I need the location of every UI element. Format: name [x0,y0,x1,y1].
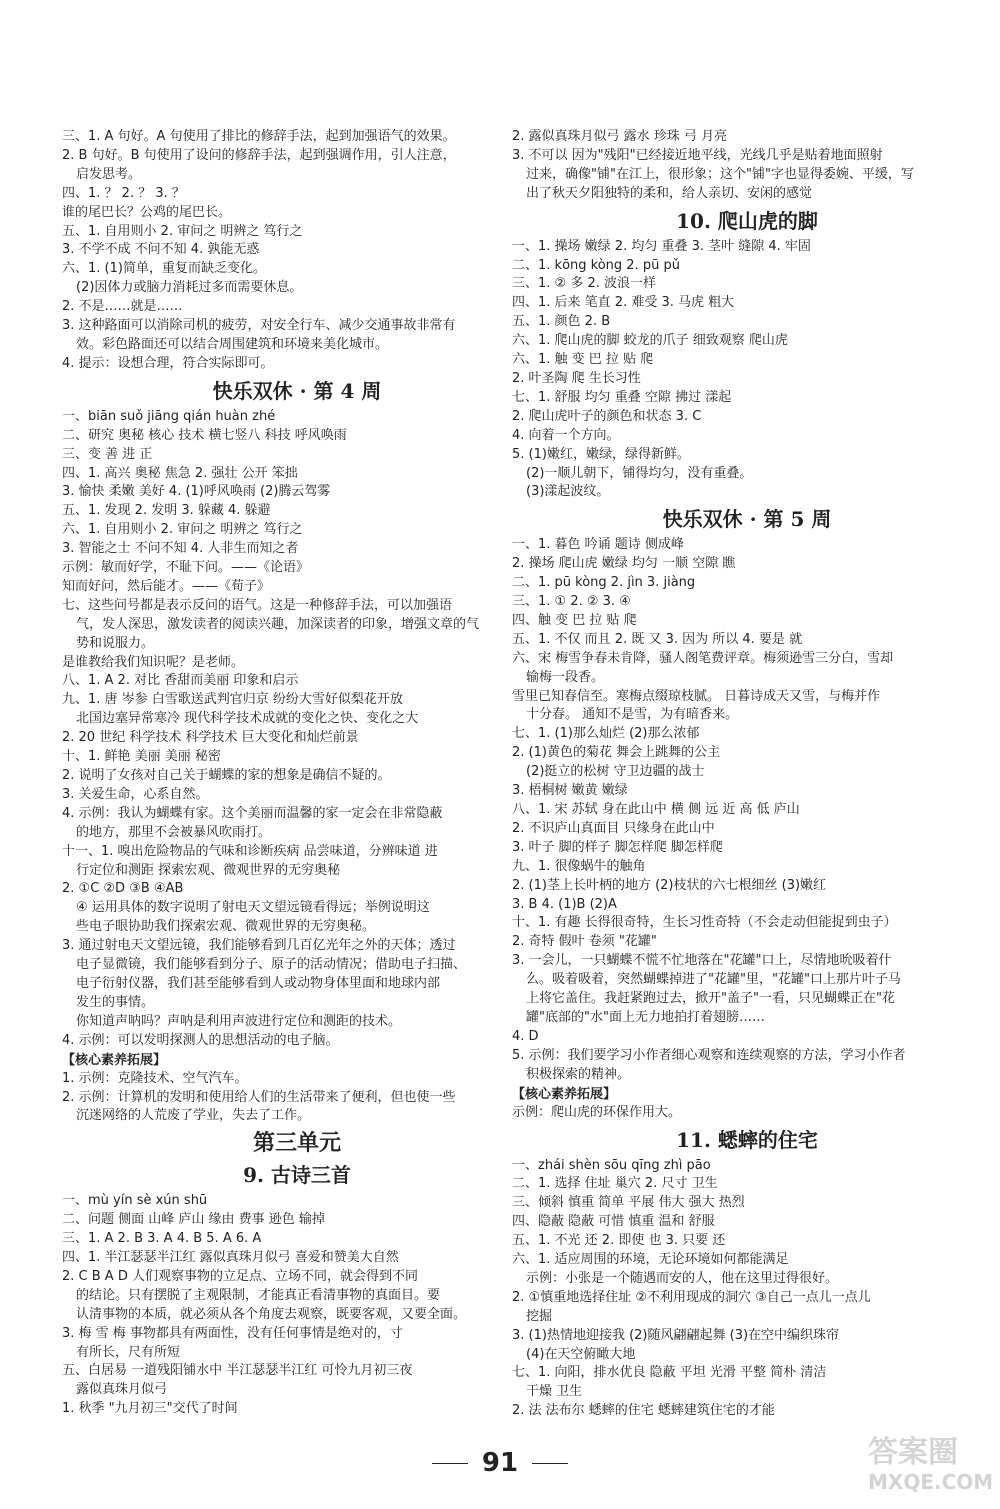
answer-line: (2)挺立的松树 守卫边疆的战士 [526,764,705,780]
answer-line: (4)在天空俯瞰大地 [526,1346,636,1362]
answer-line: 2. 法 法布尔 蟋蟀的住宅 蟋蟀建筑住宅的才能 [512,1403,775,1419]
answer-line: 3. (1)热情地迎接我 (2)随风翩翩起舞 (3)在空中编织珠帘 [512,1327,840,1343]
answer-line: 六、1. 触 变 巴 拉 贴 爬 [512,352,654,368]
answer-line: 1. 秋季 "九月初三"交代了时间 [62,1401,238,1417]
section-label: 【核心素养拓展】 [512,1086,617,1102]
answer-line: 2. 爬山虎叶子的颜色和状态 3. C [512,408,702,424]
answer-line: 2. 露似真珠月似弓 露水 珍珠 弓 月亮 [512,129,728,144]
section-heading: 9. 古诗三首 [243,1163,351,1188]
answer-line: 气，发人深思，激发读者的阅读兴趣，加深读者的印象，增强文章的气 [76,616,480,632]
answer-line: 输梅一段香。 [526,669,605,685]
answer-line: 十分春。 通知不是雪，为有暗香来。 [526,707,739,723]
answer-line: 挖掘 [526,1308,553,1324]
answer-line: 4. 示例：我认为蝴蝶有家。这个美丽而温馨的家一定会在非常隐蔽 [62,805,443,821]
answer-line: 七、1. 向阳，排水优良 隐蔽 平坦 光滑 平整 简朴 清洁 [512,1365,827,1381]
answer-line: 露似真珠月似弓 [76,1382,168,1398]
answer-line: 2. 奇特 假叶 卷须 "花罐" [512,934,657,950]
answer-line: 过来，确像"铺"在江上，很形象；这个"铺"字也显得委婉、平缓，写 [526,166,914,182]
answer-line: 3. 通过射电天文望远镜，我们能够看到几百亿光年之外的天体；透过 [62,938,456,954]
answer-line: 一、biān suǒ jiāng qián huàn zhé [62,408,276,424]
answer-line: 示例：爬山虎的环保作用大。 [512,1104,682,1120]
answer-line: 电子衍射仪器，我们甚至能够看到人或动物身体里面和地球内部 [76,975,441,991]
section-heading: 10. 爬山虎的脚 [676,208,818,233]
answer-line: 5. (1)嫩红，嫩绿，绿得新鲜。 [512,446,690,462]
answer-line: 3. 叶子 脚的样子 脚怎样爬 脚怎样爬 [512,839,723,855]
watermark-logo [868,1436,994,1502]
answer-line: 示例：小张是一个随遇而安的人，他在这里过得很好。 [526,1270,839,1286]
answer-line: 积极探索的精神。 [526,1066,631,1082]
answer-line: 五、1. 自用则小 2. 审问之 明辨之 笃行之 [62,223,303,239]
watermark-line2: MXQE.COM [868,1470,994,1494]
answer-line: 些电子眼协助我们探索宏观、微观世界的无穷奥秘。 [76,919,376,935]
answer-line: 一、mù yín sè xún shū [62,1193,208,1209]
answer-line: 六、1. (1)简单，重复而缺乏变化。 [62,261,266,277]
section-heading: 11. 蟋蟀的住宅 [676,1127,818,1152]
answer-line: 一、zhái shèn sōu qīng zhì pāo [512,1157,711,1173]
answer-line: 认清事物的本质，就必须从各个角度去观察，既要客观，又要全面。 [76,1306,467,1322]
answer-line: 2. C B A D 人们观察事物的立足点、立场不同，就会得到不同 [62,1268,418,1284]
section-heading: 快乐双休 · 第 4 周 [212,378,382,403]
answer-line: 知而好问，然后能才。——《荀子》 [62,578,271,594]
answer-line: 二、研究 奥秘 核心 技术 横七竖八 科技 呼风唤雨 [62,427,347,443]
answer-line: 3. 一会儿，一只蝴蝶不慌不忙地落在"花罐"口上，尽情地吮吸着什 [512,953,892,969]
answer-line: 七、1. 舒服 均匀 重叠 空隙 拂过 漾起 [512,389,732,405]
answer-line: 有所长，尺有所短 [76,1344,181,1360]
answer-line: 2. 叶圣陶 爬 生长习性 [512,370,641,386]
answer-line: 3. 愉快 柔嫩 美好 4. (1)呼风唤雨 (2)腾云驾雾 [62,484,331,500]
answer-line: 2. 20 世纪 科学技术 科学技术 巨大变化和灿烂前景 [62,730,359,746]
answer-line: 二、1. pū kòng 2. jìn 3. jiàng [512,575,696,591]
answer-line: 3. 不可以 因为"残阳"已经接近地平线，光线几乎是贴着地面照射 [512,147,883,163]
answer-line: 3. B 4. (1)B (2)A [512,896,617,912]
answer-line: 九、1. 唐 岑参 白雪歌送武判官归京 纷纷大雪好似梨花开放 [62,692,403,708]
answer-line: 十、1. 有趣 长得很奇特，生长习性奇特（不会走动但能捉到虫子） [512,915,897,931]
answer-line: 一、1. 操场 嫩绿 2. 均匀 重叠 3. 茎叶 缝隙 4. 牢固 [512,238,811,254]
answer-line: 谁的尾巴长？公鸡的尾巴长。 [62,204,232,220]
section-label: 【核心素养拓展】 [62,1052,167,1068]
answer-line: 五、1. 不仅 而且 2. 既 又 3. 因为 所以 4. 要是 就 [512,631,803,647]
answer-line: 六、宋 梅雪争春未肯降，骚人阁笔费评章。梅须逊雪三分白，雪却 [512,650,894,666]
answer-line: 2. 示例：计算机的发明和使用给人们的生活带来了便利，但也使一些 [62,1089,456,1105]
answer-line: 三、1. ② 多 2. 波浪一样 [512,276,656,292]
answer-line: 沉迷网络的人荒废了学业，失去了工作。 [76,1108,311,1124]
answer-line: 3. 梅 雪 梅 事物都具有两面性，没有任何事情是绝对的，寸 [62,1325,403,1341]
answer-line: 4. 提示：设想合理，符合实际即可。 [62,355,274,371]
answer-line: 五、1. 不光 还 2. 即使 也 3. 只要 还 [512,1233,726,1249]
section-heading: 快乐双休 · 第 5 周 [662,507,832,532]
right-column [512,128,982,1421]
page-number [0,1448,1000,1478]
answer-line: (3)漾起波纹。 [526,484,610,500]
answer-line: 2. (1)茎上长叶柄的地方 (2)枝状的六七根细丝 (3)嫩红 [512,877,827,893]
answer-line: 八、1. 宋 苏轼 身在此山中 横 侧 远 近 高 低 庐山 [512,802,800,817]
answer-line: 电子显微镜，我们能够看到分子、原子的活动情况；借助电子扫描、 [76,957,467,973]
answer-line: 四、1. 后来 笔直 2. 难受 3. 马虎 粗大 [512,295,735,311]
answer-line: 三、倾斜 慎重 简单 平展 伟大 强大 热烈 [512,1195,745,1211]
answer-line: 一、1. 暮色 吟诵 题诗 侧成峰 [512,537,684,553]
answer-line: 北国边塞异常寒冷 现代科学技术成就的变化之快、变化之大 [76,711,419,727]
answer-line: 四、1. 高兴 奥秘 焦急 2. 强壮 公开 笨拙 [62,465,298,481]
answer-line: 3. 智能之士 不问不知 4. 人非生而知之者 [62,541,299,557]
page-number-text: 91 [481,1448,519,1478]
answer-line: 罐"底部的"水"面上无力地拍打着翅膀…… [526,1009,765,1025]
answer-line: 六、1. 爬山虎的脚 蛟龙的爪子 细致观察 爬山虎 [512,333,788,349]
answer-line: 三、变 善 进 正 [62,446,153,462]
answer-line: 1. 示例：克隆技术、空气汽车。 [62,1070,248,1086]
left-column [62,128,532,1419]
answer-line: 五、1. 发现 2. 发明 3. 躲藏 4. 躲避 [62,503,271,519]
watermark-line1: 答案圈 [868,1435,958,1470]
answer-line: 五、1. 颜色 2. B [512,314,611,330]
answer-line: 七、这些问号都是表示反问的语气。这是一种修辞手法，可以加强语 [62,597,453,613]
answer-line: 2. 不识庐山真面目 只缘身在此山中 [512,820,715,836]
answer-line: 上将它盖住。我赶紧跑过去，掀开"盖子"一看，只见蝴蝶正在"花 [526,991,895,1007]
answer-line: 出了秋天夕阳独特的柔和，给人亲切、安闲的感觉 [526,185,813,201]
answer-line: 五、白居易 一道残阳铺水中 半江瑟瑟半江红 可怜九月初三夜 [62,1363,413,1379]
answer-line: 四、1. 半江瑟瑟半江红 露似真珠月似弓 喜爱和赞美大自然 [62,1250,399,1266]
answer-line: 么。吸着吸着，突然蝴蝶掉进了"花罐"里，"花罐"口上那片叶子马 [526,972,901,988]
answer-line: 十一、1. 嗅出危险物品的气味和诊断疾病 品尝味道，分辨味道 进 [62,843,438,859]
answer-line: 行定位和测距 探索宏观、微观世界的无穷奥秘 [76,862,341,878]
answer-line: 3. 关爱生命，心系自然。 [62,786,209,802]
answer-line: 2. B 句好。B 句使用了设问的修辞手法，起到强调作用，引人注意， [62,147,456,163]
answer-line: 4. D [512,1028,539,1044]
answer-line: 二、1. 选择 住址 巢穴 2. 尺寸 卫生 [512,1176,718,1192]
answer-line: 发生的事情。 [76,994,155,1010]
page-number-dash-right [532,1463,568,1464]
answer-line: (2)一顺儿朝下，铺得均匀，没有重叠。 [526,465,753,481]
answer-line: 九、1. 很像蜗牛的触角 [512,858,646,874]
answer-line: 四、1. ？ 2. ？ 3. ？ [62,185,185,201]
answer-line: 势和说服力。 [76,635,155,651]
answer-line: 你知道声呐吗？声呐是利用声波进行定位和测距的技术。 [76,1013,402,1029]
answer-line: 启发思考。 [76,166,142,182]
answer-line: 十、1. 鲜艳 美丽 美丽 秘密 [62,749,221,765]
unit-heading: 第三单元 [252,1130,341,1157]
answer-line: ④ 运用具体的数字说明了射电天文望远镜看得远；举例说明这 [76,900,430,916]
answer-line: 2. 不是……就是…… [62,299,183,315]
answer-line: 雪里已知春信至。寒梅点缀琼枝腻。 日暮诗成天又雪，与梅并作 [512,688,881,704]
answer-line: 2. 说明了女孩对自己关于蝴蝶的家的想象是确信不疑的。 [62,768,391,783]
answer-line: 干燥 卫生 [526,1384,583,1400]
answer-line: 是谁教给我们知识呢？是老师。 [62,654,245,670]
answer-line: 二、问题 侧面 山峰 庐山 缘由 费事 逊色 输掉 [62,1212,325,1228]
answer-line: 四、隐蔽 隐蔽 可惜 慎重 温和 舒服 [512,1214,715,1230]
answer-line: 2. ①慎重地选择住址 ②不利用现成的洞穴 ③自己一点儿一点儿 [512,1289,871,1305]
answer-line: 2. ①C ②D ③B ④AB [62,881,184,897]
answer-line: 六、1. 适应周围的环境，无论环境如何都能满足 [512,1252,789,1268]
answer-line: 七、1. (1)那么灿烂 (2)那么浓郁 [512,726,700,742]
answer-line: 4. 示例：可以发明探测人的思想活动的电子脑。 [62,1032,339,1048]
answer-line: 六、1. 自用则小 2. 审问之 明辨之 笃行之 [62,522,303,538]
answer-line: 3. 梧桐树 嫩黄 嫩绿 [512,783,628,799]
answer-line: 二、1. kōng kòng 2. pū pǔ [512,257,680,273]
page-number-dash-left [432,1463,468,1464]
answer-line: 2. 操场 爬山虎 嫩绿 均匀 一顺 空隙 瞧 [512,556,736,572]
answer-line: 2. (1)黄色的菊花 舞会上跳舞的公主 [512,745,721,761]
answer-line: 3. 不学不成 不问不知 4. 孰能无惑 [62,242,260,258]
answer-line: 3. 这种路面可以消除司机的疲劳，对安全行车、减少交通事故非常有 [62,318,456,334]
answer-line: 4. 向着一个方向。 [512,427,620,443]
answer-line: 的地方，那里不会被暴风吹雨打。 [76,824,272,840]
answer-line: 三、1. ① 2. ② 3. ④ [512,594,631,610]
answer-line: 四、触 变 巴 拉 贴 爬 [512,612,637,628]
answer-line: 八、1. A 2. 对比 香甜而美丽 印象和启示 [62,673,299,689]
answer-line: 示例：敏而好学，不耻下问。——《论语》 [62,560,310,576]
answer-line: 三、1. A 2. B 3. A 4. B 5. A 6. A [62,1231,262,1247]
answer-line: 效。彩色路面还可以结合周围建筑和环境来美化城市。 [76,336,389,352]
answer-line: 5. 示例：我们要学习小作者细心观察和连续观察的方法，学习小作者 [512,1047,906,1063]
answer-line: 的结论。只有摆脱了主观限制，才能真正看清事物的真面目。要 [76,1287,441,1303]
answer-line: (2)因体力或脑力消耗过多而需要休息。 [76,280,303,296]
answer-line: 三、1. A 句好。A 句使用了排比的修辞手法，起到加强语气的效果。 [62,129,456,144]
